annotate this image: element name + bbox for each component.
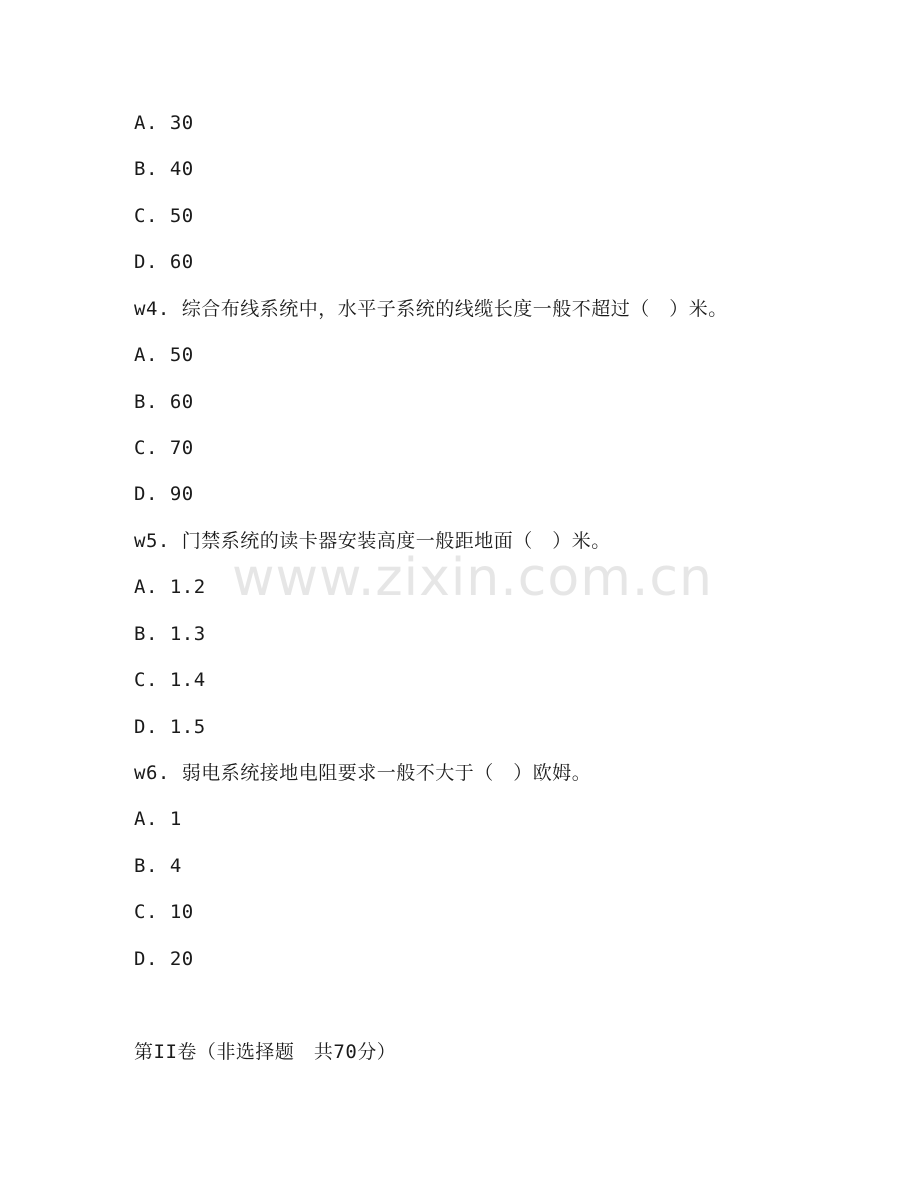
option-a-q6: A. 1 [134,808,182,830]
option-a-q4: A. 50 [134,344,194,366]
option-a-q3: A. 30 [134,112,194,134]
option-d-q6: D. 20 [134,948,194,970]
option-d-q3: D. 60 [134,251,194,273]
question-w4: w4. 综合布线系统中，水平子系统的线缆长度一般不超过（ ）米。 [134,298,728,320]
option-b-q6: B. 4 [134,855,182,877]
watermark: www.zixin.com.cn [232,548,713,608]
section-heading: 第II卷（非选择题 共70分） [134,1041,397,1063]
option-b-q4: B. 60 [134,391,194,413]
option-b-q5: B. 1.3 [134,623,206,645]
option-c-q3: C. 50 [134,205,194,227]
option-b-q3: B. 40 [134,158,194,180]
option-c-q6: C. 10 [134,901,194,923]
question-w5: w5. 门禁系统的读卡器安装高度一般距地面（ ）米。 [134,530,611,552]
option-c-q5: C. 1.4 [134,669,206,691]
option-c-q4: C. 70 [134,437,194,459]
question-w6: w6. 弱电系统接地电阻要求一般不大于（ ）欧姆。 [134,762,592,784]
option-d-q4: D. 90 [134,483,194,505]
option-a-q5: A. 1.2 [134,576,206,598]
option-d-q5: D. 1.5 [134,716,206,738]
